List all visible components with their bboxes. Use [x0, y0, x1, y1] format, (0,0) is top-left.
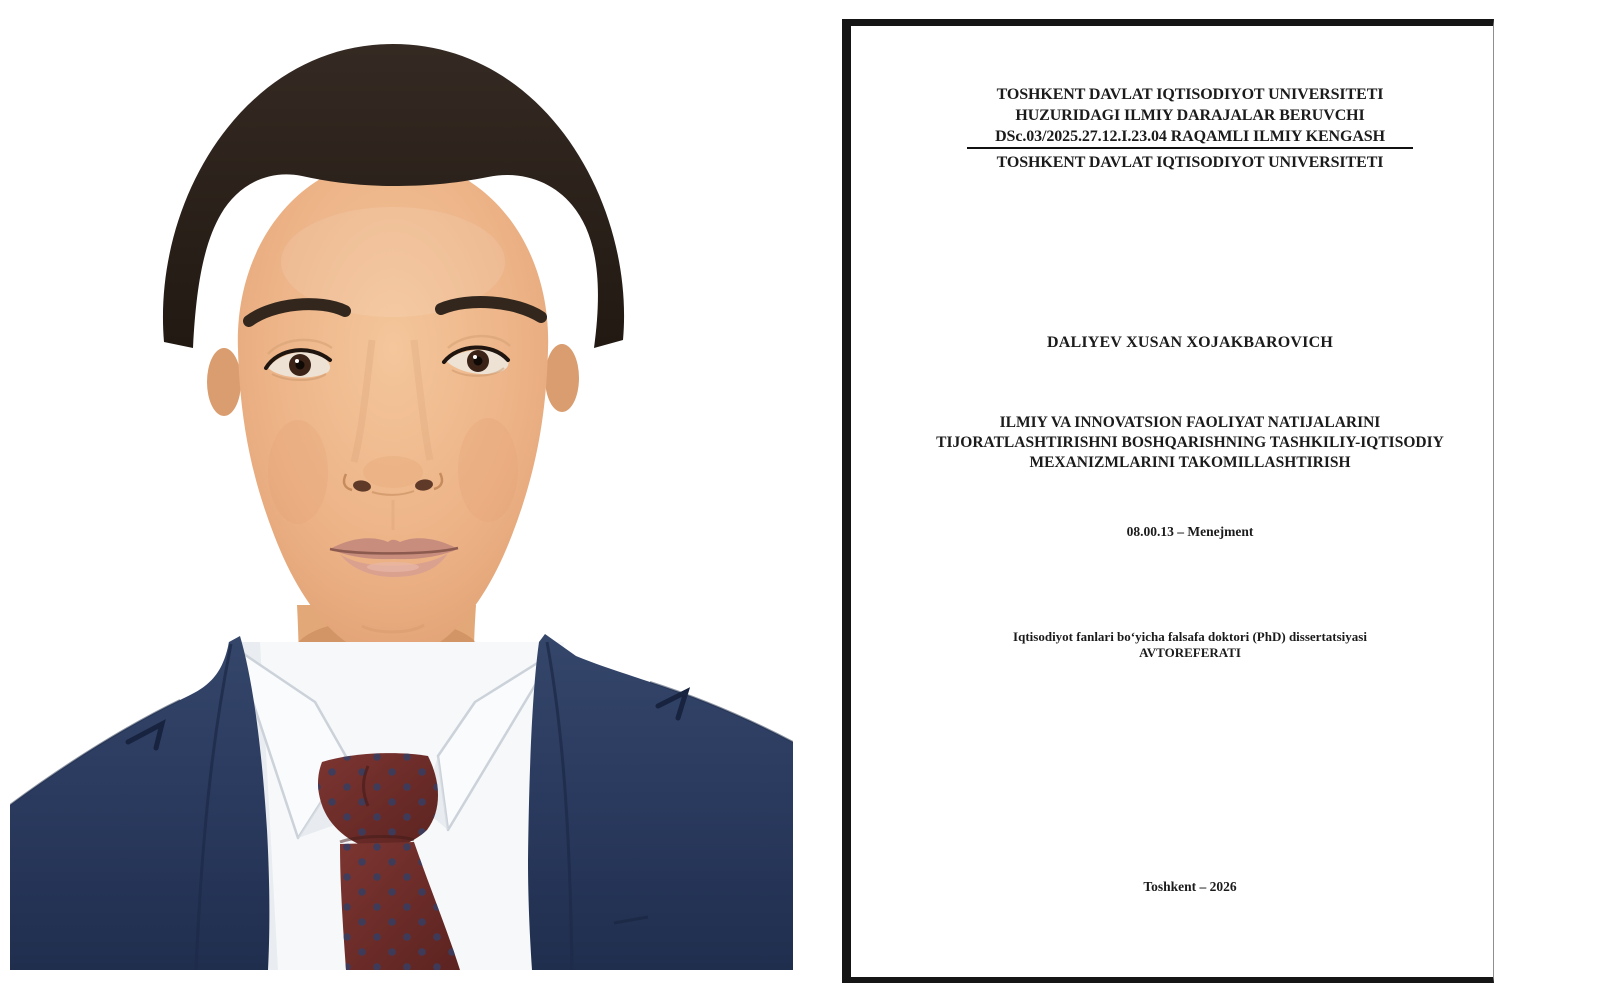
council-header: [887, 84, 1493, 147]
degree-block: [887, 629, 1493, 661]
council-header-line-2: HUZURIDAGI ILMIY DARAJALAR BERUVCHI: [1015, 107, 1365, 124]
author-name: DALIYEV XUSAN XOJAKBAROVICH: [1046, 334, 1334, 351]
degree-type-line: Iqtisodiyot fanlari bo‘yicha falsafa doktori (PhD) dissertatsiyasi: [1013, 629, 1367, 644]
cover-page-content: [851, 26, 1493, 977]
dissertation-title-line-2: TIJORATLASHTIRISHNI BOSHQARISHNING TASHKILIY-IQTISODIY: [936, 434, 1444, 451]
dissertation-cover-page: [842, 19, 1494, 983]
portrait-photo: [10, 30, 793, 970]
place-year-line: Toshkent – 2026: [1143, 879, 1237, 894]
portrait-illustration: [10, 30, 793, 970]
dissertation-title-line-3: MEXANIZMLARINI TAKOMILLASHTIRISH: [1029, 454, 1351, 471]
university-line: TOSHKENT DAVLAT IQTISODIYOT UNIVERSITETI: [996, 154, 1384, 171]
dissertation-title: [887, 413, 1493, 473]
header-divider-rule: [967, 147, 1413, 149]
council-header-line-3: DSc.03/2025.27.12.I.23.04 RAQAMLI ILMIY KENGASH: [995, 128, 1385, 145]
avtoreferat-label: AVTOREFERATI: [1139, 645, 1241, 660]
specialty-code: 08.00.13 – Menejment: [1126, 524, 1254, 539]
council-header-line-1: TOSHKENT DAVLAT IQTISODIYOT UNIVERSITETI: [996, 86, 1384, 103]
dissertation-title-line-1: ILMIY VA INNOVATSION FAOLIYAT NATIJALARINI: [999, 414, 1381, 431]
